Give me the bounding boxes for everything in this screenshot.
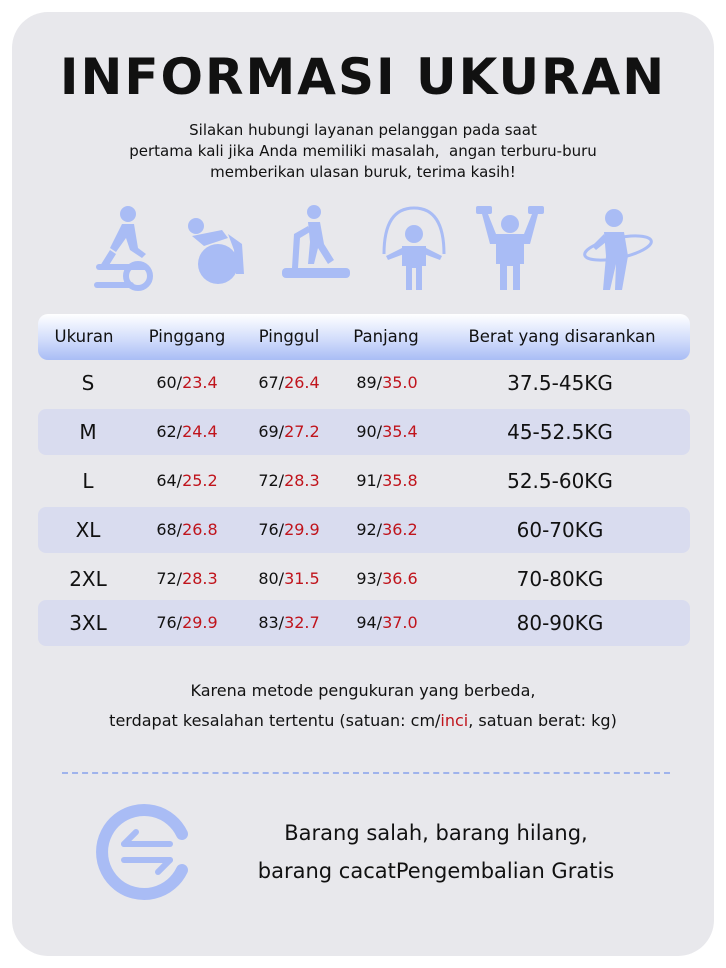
table-row <box>38 409 690 455</box>
waist-cm: 76/ <box>156 613 183 632</box>
hip-inch: 31.5 <box>284 569 320 588</box>
size-cell: L <box>82 469 94 493</box>
waist-inch: 24.4 <box>182 422 218 441</box>
note-unit-inch: inci <box>440 711 469 730</box>
activity-icons <box>78 204 668 294</box>
length-cm: 89/ <box>356 373 383 392</box>
intro-text <box>0 120 726 183</box>
hip-cm: 80/ <box>258 569 285 588</box>
note-line <box>0 706 726 736</box>
waist-cell <box>136 360 238 406</box>
size-cell: XL <box>75 518 101 542</box>
length-cm: 90/ <box>356 422 383 441</box>
intro-line: Silakan hubungi layanan pelanggan pada saat <box>189 121 537 139</box>
length-cm: 93/ <box>356 569 383 588</box>
size-cell: 3XL <box>69 611 107 635</box>
length-cell <box>340 458 434 504</box>
table-row <box>38 507 690 553</box>
page-title: INFORMASI UKURAN <box>59 48 667 106</box>
note-line: Karena metode pengukuran yang berbeda, <box>190 681 536 700</box>
size-cell: M <box>79 420 97 444</box>
note-text: , satuan berat: kg) <box>468 711 617 730</box>
table-row <box>38 458 690 504</box>
hip-cell <box>242 600 336 646</box>
length-inch: 37.0 <box>382 613 418 632</box>
return-line: barang cacatPengembalian Gratis <box>257 859 615 883</box>
waist-cell <box>136 556 238 602</box>
hip-cm: 83/ <box>258 613 285 632</box>
waist-cell <box>136 409 238 455</box>
waist-cm: 72/ <box>156 569 183 588</box>
hip-cell <box>242 458 336 504</box>
waist-cm: 60/ <box>156 373 183 392</box>
length-cell <box>340 507 434 553</box>
column-header-length: Panjang <box>353 327 419 346</box>
table-row <box>38 360 690 406</box>
hip-inch: 28.3 <box>284 471 320 490</box>
treadmill-icon <box>278 204 358 292</box>
hip-cell <box>242 409 336 455</box>
weight-cell: 45-52.5KG <box>507 420 613 444</box>
column-header-hip: Pinggul <box>258 327 320 346</box>
waist-inch: 28.3 <box>182 569 218 588</box>
hip-cell <box>242 507 336 553</box>
column-header-waist: Pinggang <box>148 327 226 346</box>
weight-cell: 60-70KG <box>516 518 604 542</box>
free-return-text <box>216 814 656 890</box>
waist-inch: 26.8 <box>182 520 218 539</box>
return-exchange-icon <box>94 800 198 904</box>
column-header-size: Ukuran <box>54 327 114 346</box>
waist-cell <box>136 458 238 504</box>
hip-inch: 26.4 <box>284 373 320 392</box>
length-inch: 36.6 <box>382 569 418 588</box>
weight-cell: 52.5-60KG <box>507 469 613 493</box>
length-inch: 35.4 <box>382 422 418 441</box>
length-inch: 35.8 <box>382 471 418 490</box>
hip-cm: 69/ <box>258 422 285 441</box>
weight-cell: 80-90KG <box>516 611 604 635</box>
length-cm: 91/ <box>356 471 383 490</box>
measurement-note <box>0 676 726 736</box>
waist-cm: 62/ <box>156 422 183 441</box>
waist-cm: 64/ <box>156 471 183 490</box>
hula-hoop-icon <box>578 204 658 292</box>
table-row <box>38 600 690 646</box>
hip-cm: 67/ <box>258 373 285 392</box>
hip-cm: 72/ <box>258 471 285 490</box>
waist-cell <box>136 600 238 646</box>
intro-line: memberikan ulasan buruk, terima kasih! <box>210 163 516 181</box>
size-cell: S <box>81 371 95 395</box>
column-header-weight: Berat yang disarankan <box>468 327 656 346</box>
dumbbell-icon <box>470 204 550 292</box>
hip-inch: 27.2 <box>284 422 320 441</box>
weight-cell: 37.5-45KG <box>507 371 613 395</box>
note-text: terdapat kesalahan tertentu (satuan: cm/ <box>109 711 441 730</box>
intro-line: pertama kali jika Anda memiliki masalah, angan terburu-buru <box>129 142 597 160</box>
length-inch: 36.2 <box>382 520 418 539</box>
length-cm: 92/ <box>356 520 383 539</box>
cycling-icon <box>86 204 166 292</box>
table-row <box>38 556 690 602</box>
hip-inch: 29.9 <box>284 520 320 539</box>
length-cell <box>340 409 434 455</box>
waist-inch: 23.4 <box>182 373 218 392</box>
length-cell <box>340 600 434 646</box>
length-cell <box>340 556 434 602</box>
length-cm: 94/ <box>356 613 383 632</box>
hip-cm: 76/ <box>258 520 285 539</box>
size-cell: 2XL <box>69 567 107 591</box>
hip-inch: 32.7 <box>284 613 320 632</box>
return-line: Barang salah, barang hilang, <box>284 821 588 845</box>
weight-cell: 70-80KG <box>516 567 604 591</box>
waist-inch: 29.9 <box>182 613 218 632</box>
exercise-ball-icon <box>182 204 262 292</box>
table-header <box>38 314 690 360</box>
length-inch: 35.0 <box>382 373 418 392</box>
hip-cell <box>242 360 336 406</box>
waist-inch: 25.2 <box>182 471 218 490</box>
hip-cell <box>242 556 336 602</box>
waist-cm: 68/ <box>156 520 183 539</box>
jump-rope-icon <box>374 204 454 292</box>
length-cell <box>340 360 434 406</box>
dashed-divider <box>62 772 670 774</box>
waist-cell <box>136 507 238 553</box>
